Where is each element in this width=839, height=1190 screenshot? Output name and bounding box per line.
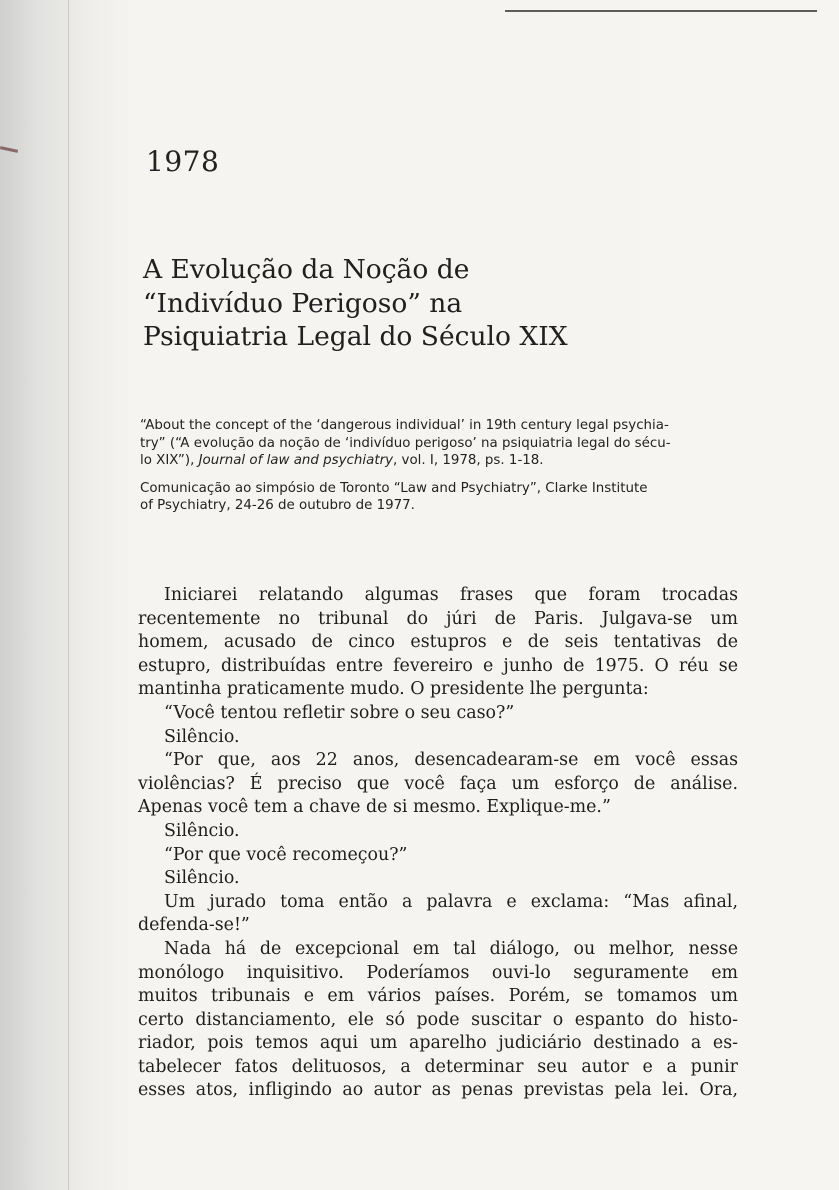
body-line: muitos tribunais e em vários países. Porém, se tomamos um bbox=[138, 986, 738, 1007]
communication-line: of Psychiatry, 24-26 de outubro de 1977. bbox=[140, 498, 415, 513]
body-line: Nada há de excepcional em tal diálogo, ou melhor, nesse bbox=[164, 938, 738, 959]
citation-text: , vol. I, 1978, ps. 1-18. bbox=[393, 453, 544, 468]
communication-line: Comunicação ao simpósio de Toronto “Law and Psychiatry”, Clarke Institute bbox=[140, 480, 648, 496]
chapter-year: 1978 bbox=[146, 145, 220, 178]
citation-line bbox=[140, 452, 740, 470]
body-line: esses atos, infligindo ao autor as penas previstas pela lei. Ora, bbox=[138, 1080, 738, 1101]
communication-note bbox=[140, 480, 740, 515]
title-line: “Indivíduo Perigoso” na bbox=[143, 287, 463, 319]
top-rule bbox=[505, 10, 817, 12]
body-line: Um jurado toma então a palavra e exclama: “Mas afinal, bbox=[164, 891, 738, 912]
body-line: “Por que, aos 22 anos, desencadearam-se em você essas bbox=[164, 750, 738, 771]
citation-text: lo XIX”), bbox=[140, 453, 199, 468]
body-line: certo distanciamento, ele só pode suscitar o espanto do histo- bbox=[138, 1009, 738, 1030]
body-line: Iniciarei relatando algumas frases que foram trocadas bbox=[164, 585, 738, 605]
citation-line: try” (“A evolução da noção de ‘indivíduo perigoso’ na psiquiatria legal do sécu- bbox=[140, 435, 671, 451]
body-line: “Você tentou refletir sobre o seu caso?” bbox=[164, 702, 515, 723]
body-line: monólogo inquisitivo. Poderíamos ouvi-lo seguramente em bbox=[138, 962, 738, 983]
body-line: Silêncio. bbox=[164, 820, 240, 841]
title-line: Psiquiatria Legal do Século XIX bbox=[143, 321, 568, 352]
body-text bbox=[138, 584, 738, 1103]
title-line: A Evolução da Noção de bbox=[143, 254, 470, 285]
citation-line: “About the concept of the ‘dangerous individual’ in 19th century legal psychia- bbox=[140, 418, 669, 433]
body-line: mantinha praticamente mudo. O presidente lhe pergunta: bbox=[138, 679, 649, 700]
gutter-shadow bbox=[68, 0, 69, 1190]
body-line: defenda-se!” bbox=[138, 915, 250, 936]
body-line: homem, acusado de cinco estupros e de seis tentativas de bbox=[138, 632, 738, 653]
body-line: Apenas você tem a chave de si mesmo. Explique-me.” bbox=[138, 797, 611, 818]
body-line: Silêncio. bbox=[164, 868, 240, 889]
body-line: recentemente no tribunal do júri de Paris. Julgava-se um bbox=[138, 608, 738, 629]
body-line: tabelecer fatos delituosos, a determinar seu autor e a punir bbox=[138, 1056, 738, 1077]
source-note bbox=[140, 417, 740, 525]
body-line: estupro, distribuídas entre fevereiro e junho de 1975. O réu se bbox=[138, 655, 738, 676]
edge-mark bbox=[0, 146, 18, 153]
citation bbox=[140, 417, 740, 470]
body-line: Silêncio. bbox=[164, 726, 240, 747]
journal-title: Journal of law and psychiatry bbox=[198, 453, 394, 468]
body-line: riador, pois temos aqui um aparelho judiciário destinado a es- bbox=[138, 1033, 738, 1054]
body-line: violências? É preciso que você faça um esforço de análise. bbox=[138, 773, 738, 794]
chapter-title bbox=[143, 253, 743, 354]
body-line: “Por que você recomeçou?” bbox=[164, 844, 408, 865]
